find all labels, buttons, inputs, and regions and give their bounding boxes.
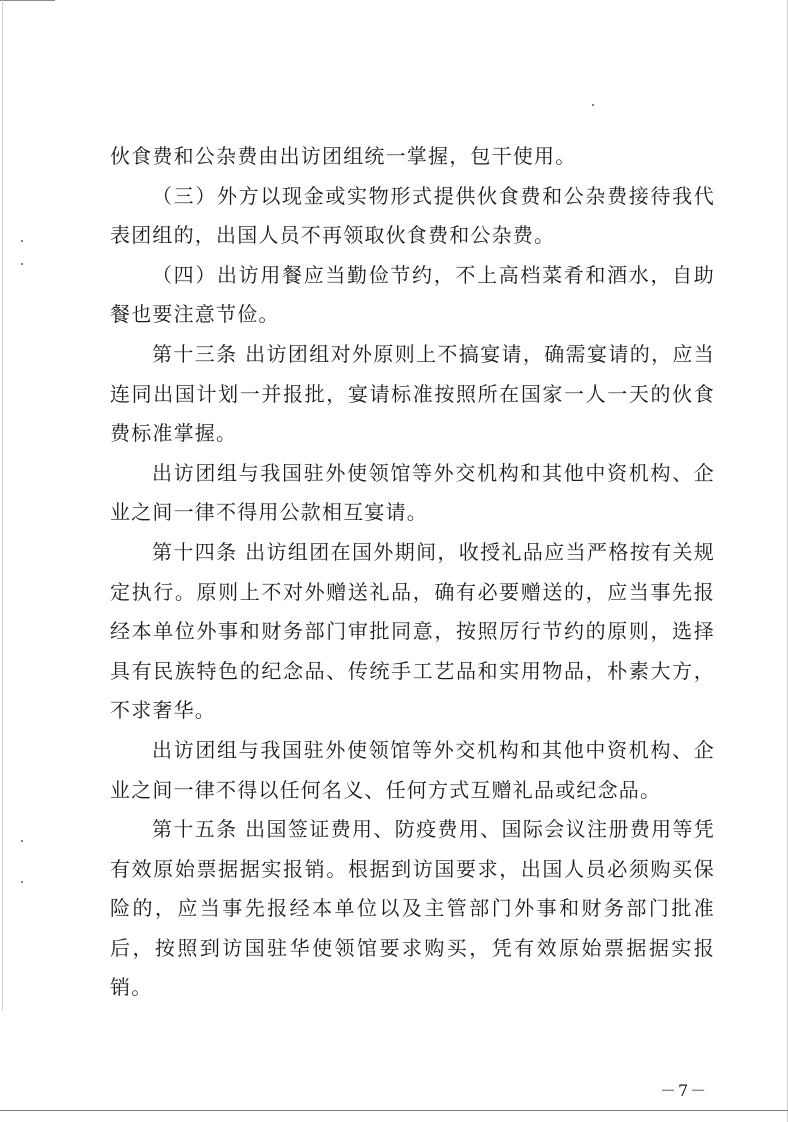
body-text bbox=[110, 137, 715, 1008]
scan-speck bbox=[21, 240, 23, 242]
scan-edge-left bbox=[2, 0, 3, 1010]
paragraph: （三）外方以现金或实物形式提供伙食费和公杂费接待我代表团组的，出国人员不再领取伙食费和公杂费。 bbox=[110, 183, 715, 248]
scan-speck bbox=[592, 104, 594, 106]
page-number: －7－ bbox=[660, 1081, 709, 1100]
paragraph: 第十五条 出国签证费用、防疫费用、国际会议注册费用等凭有效原始票据据实报销。根据到访国要求，出国人员必须购买保险的，应当事先报经本单位以及主管部门外事和财务部门批准后，按照到访国驻华使领馆要求购买，凭有效原始票据据实报销。 bbox=[110, 817, 715, 1000]
paragraph: （四）出访用餐应当勤俭节约，不上高档菜肴和酒水，自助餐也要注意节俭。 bbox=[110, 262, 715, 327]
paragraph: 伙食费和公杂费由出访团组统一掌握，包干使用。 bbox=[110, 144, 577, 168]
paragraph: 出访团组与我国驻外使领馆等外交机构和其他中资机构、企业之间一律不得以任何名义、任何方式互赠礼品或纪念品。 bbox=[110, 737, 715, 802]
scan-speck bbox=[21, 840, 23, 842]
paragraph: 出访团组与我国驻外使领馆等外交机构和其他中资机构、企业之间一律不得用公款相互宴请。 bbox=[110, 460, 715, 525]
paragraph: 第十三条 出访团组对外原则上不搞宴请，确需宴请的，应当连同出国计划一并报批，宴请标准按照所在国家一人一天的伙食费标准掌握。 bbox=[110, 341, 715, 446]
scan-edge-top bbox=[0, 0, 55, 1]
scan-speck bbox=[21, 263, 23, 265]
paragraph: 第十四条 出访组团在国外期间，收授礼品应当严格按有关规定执行。原则上不对外赠送礼品，确有必要赠送的，应当事先报经本单位外事和财务部门审批同意，按照厉行节约的原则，选择具有民族特色的纪念品、传统手工艺品和实用物品，朴素大方，不求奢华。 bbox=[110, 539, 715, 723]
scan-speck bbox=[21, 881, 23, 883]
scan-bottom-rule bbox=[0, 1110, 788, 1111]
